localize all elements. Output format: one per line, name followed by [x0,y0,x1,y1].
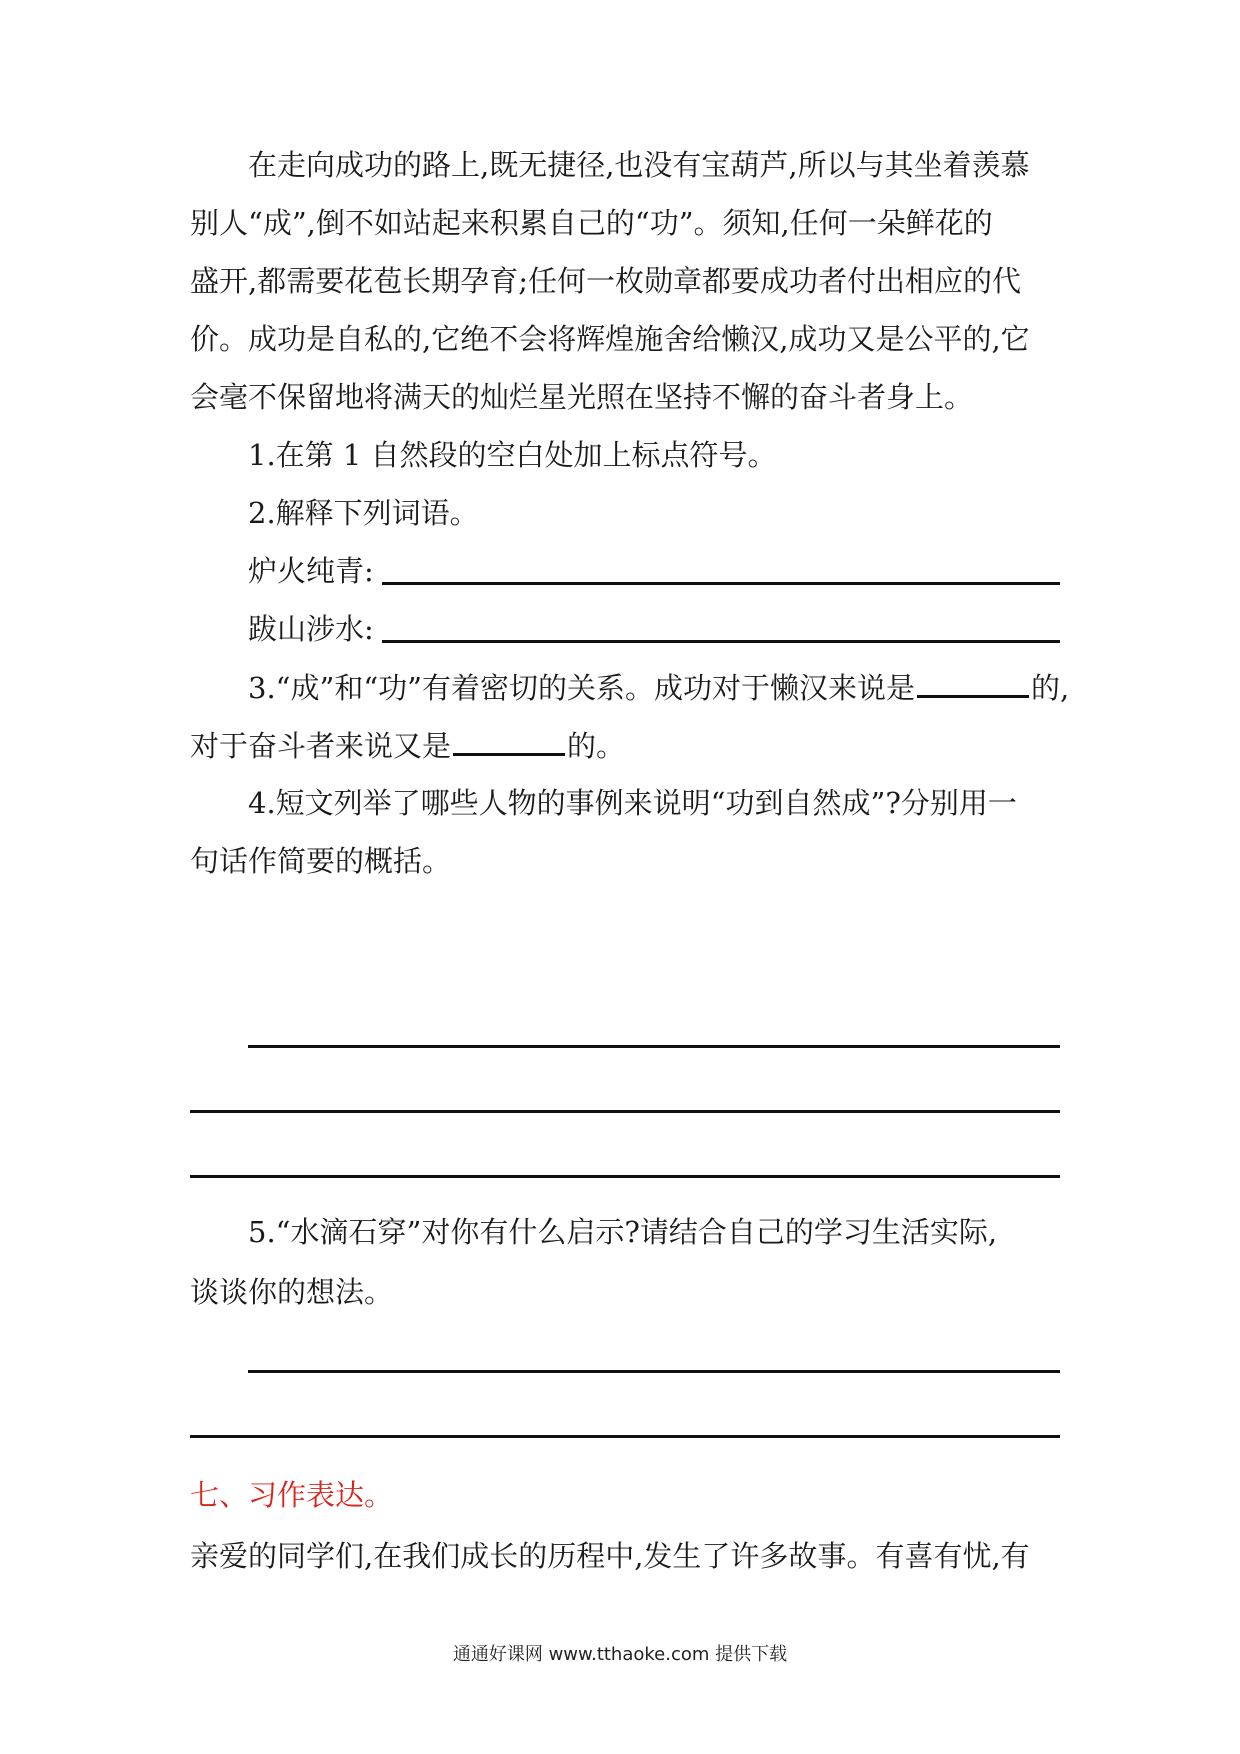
fill-blank-2[interactable] [453,725,565,756]
answer-line-q4-2[interactable] [190,1110,1060,1113]
question-3-part-1: 3.“成”和“功”有着密切的关系。成功对于懒汉来说是 [248,671,915,705]
question-4: 4.短文列举了哪些人物的事例来说明“功到自然成”?分别用一 [248,786,1017,820]
answer-line-q4-3[interactable] [190,1175,1060,1178]
section-heading: 七、习作表达。 [190,1478,394,1512]
page-footer: 通通好课网 www.tthaoke.com 提供下载 [452,1644,788,1665]
section-7-text: 亲爱的同学们,在我们成长的历程中,发生了许多故事。有喜有忧,有 [190,1539,1030,1573]
answer-line-term-2[interactable] [382,640,1060,643]
passage-line: 别人“成”,倒不如站起来积累自己的“功”。须知,任何一朵鲜花的 [190,206,993,240]
question-5-continued: 谈谈你的想法。 [190,1275,394,1309]
question-4-continued: 句话作简要的概括。 [190,844,452,878]
question-2: 2.解释下列词语。 [248,496,479,530]
passage-line: 盛开,都需要花苞长期孕育;任何一枚勋章都要成功者付出相应的代 [190,264,1021,298]
question-3 [248,667,1118,708]
answer-line-q5-2[interactable] [190,1435,1060,1438]
passage-line: 价。成功是自私的,它绝不会将辉煌施舍给懒汉,成功又是公平的,它 [190,322,1030,356]
passage-line: 会毫不保留地将满天的灿烂星光照在坚持不懈的奋斗者身上。 [190,380,974,414]
question-3-part-2: 的, [1030,671,1070,705]
answer-line-term-1[interactable] [382,582,1060,585]
question-3-part-4: 的。 [567,729,626,763]
answer-line-q5-1[interactable] [248,1370,1060,1373]
question-1: 1.在第 1 自然段的空白处加上标点符号。 [248,438,777,472]
term-label-1: 炉火纯青: [248,554,374,588]
answer-line-q4-1[interactable] [248,1045,1060,1048]
passage-line: 在走向成功的路上,既无捷径,也没有宝葫芦,所以与其坐着羡慕 [248,148,1030,182]
question-3-continued [190,725,1060,766]
question-5: 5.“水滴石穿”对你有什么启示?请结合自己的学习生活实际, [248,1215,998,1249]
fill-blank-1[interactable] [917,667,1029,698]
question-3-part-3: 对于奋斗者来说又是 [190,729,452,763]
term-label-2: 跋山涉水: [248,612,374,646]
